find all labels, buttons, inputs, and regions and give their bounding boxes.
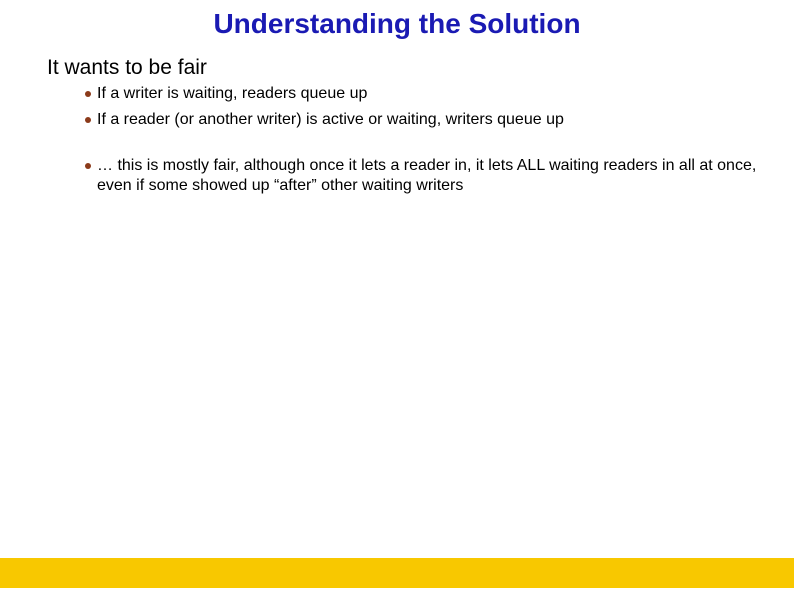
footer-bar bbox=[0, 558, 794, 588]
bullet-dot-icon bbox=[85, 91, 91, 97]
bullet-dot-icon bbox=[85, 117, 91, 123]
main-point: It wants to be fair bbox=[47, 56, 207, 79]
bullet-text: … this is mostly fair, although once it lets a reader in, it lets ALL waiting readers in all at once, even if some showed up “after” other waiting writers bbox=[97, 157, 757, 194]
bullet-text: If a writer is waiting, readers queue up bbox=[97, 85, 368, 102]
bullet-dot-icon bbox=[85, 163, 91, 169]
bullet-item bbox=[85, 110, 785, 130]
bullet-item bbox=[85, 156, 785, 196]
slide-title: Understanding the Solution bbox=[213, 8, 581, 39]
bullet-item bbox=[85, 84, 785, 104]
bullet-text: If a reader (or another writer) is active or waiting, writers queue up bbox=[97, 111, 564, 128]
